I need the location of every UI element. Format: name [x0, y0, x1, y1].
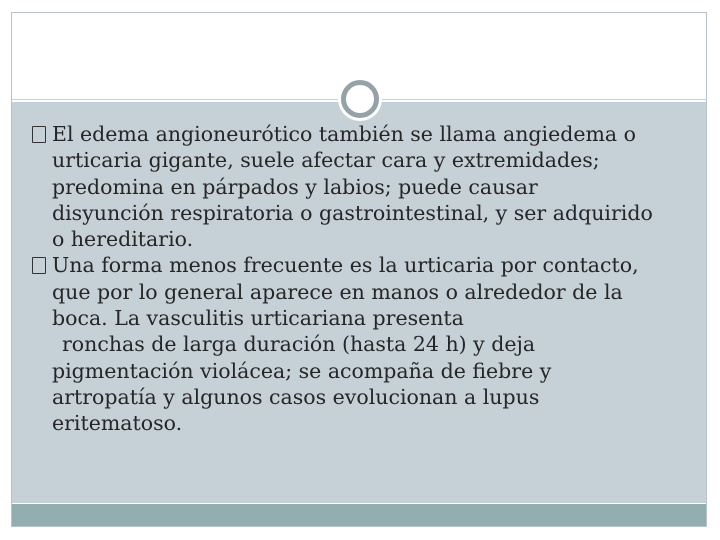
ornament-ring — [341, 80, 379, 118]
paragraph-line: disyunción respiratoria o gastrointestinal, y ser adquirido — [52, 200, 653, 225]
paragraph-contact-urticaria — [32, 252, 697, 436]
footer-bar — [12, 504, 706, 526]
paragraph-line: que por lo general aparece en manos o alrededor de la — [52, 279, 623, 304]
circle-ornament-icon — [338, 77, 382, 121]
paragraph-line: o hereditario. — [52, 227, 194, 252]
paragraph-line: boca. La vasculitis urticariana presenta — [52, 306, 464, 331]
paragraph-line: artropatía y algunos casos evolucionan a lupus — [52, 384, 540, 409]
bullet-icon — [32, 121, 52, 147]
paragraph-line: eritematoso. — [52, 411, 183, 436]
paragraph-line: predomina en párpados y labios; puede causar — [52, 174, 538, 199]
bullet-icon — [32, 252, 52, 278]
paragraph-angioedema — [32, 121, 697, 252]
paragraph-line: Una forma menos frecuente es la urticaria por contacto, — [52, 253, 639, 278]
paragraph-line: ronchas de larga duración (hasta 24 h) y deja — [62, 332, 536, 357]
body-text — [32, 121, 697, 437]
paragraph-line: urticaria gigante, suele afectar cara y extremidades; — [52, 148, 600, 173]
paragraph-line: El edema angioneurótico también se llama angiedema o — [52, 122, 636, 146]
paragraph-line: pigmentación violácea; se acompaña de fiebre y — [52, 358, 552, 383]
